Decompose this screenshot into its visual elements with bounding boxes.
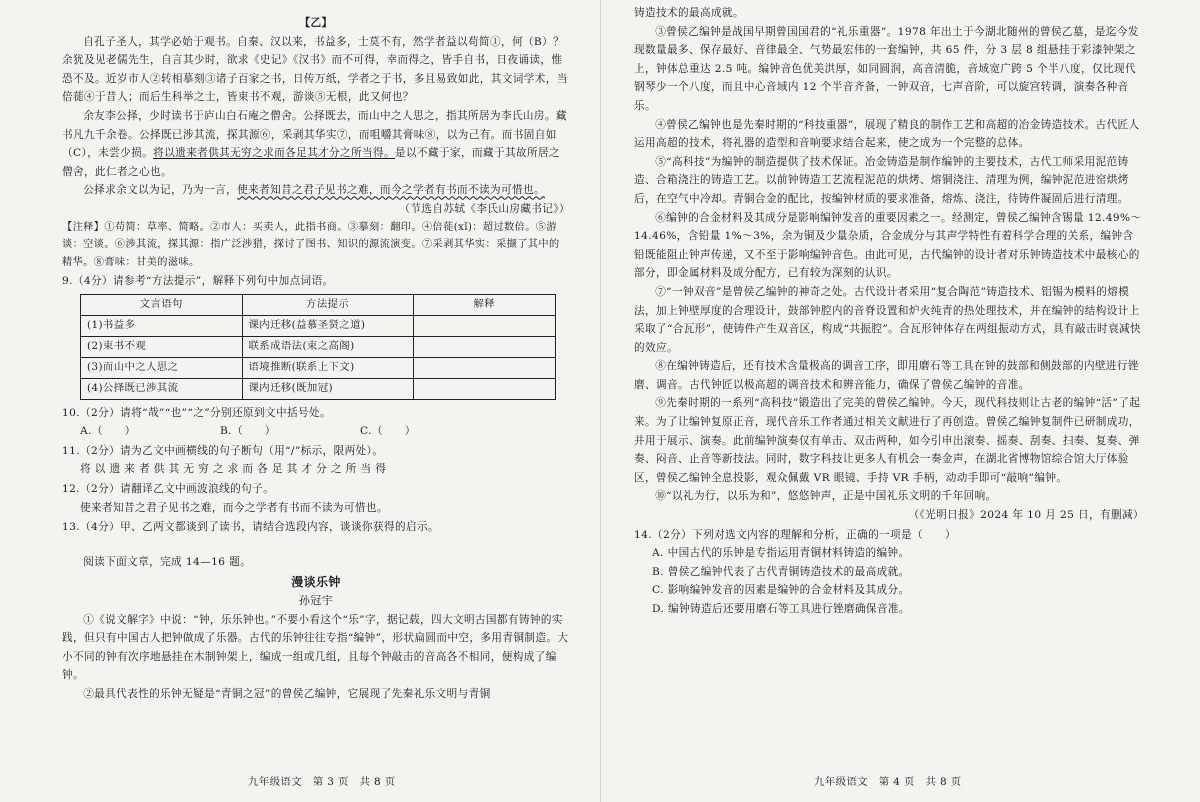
passage-paragraph-1: 自孔子圣人，其学必始于观书。自秦、汉以来，书益多，士莫不有，然学者益以苟简①，何（B）？余犹及见老儒先生，自言其少时，欲求《史记》《汉书》而不可得，幸而得之，皆手自书，日夜诵读，惟恐不及。近岁市人②转相摹刻③诸子百家之书，日传万纸，学者之于书，多且易致如此，其文词学术，当倍蓰④于昔人；而后生科举之士，皆束书不观，游谈⑤无根，此又何也？ (62, 35, 568, 104)
question-9: 9.（4分）请参考“方法提示”，解释下列句中加点词语。 (62, 275, 334, 288)
table-header: 方法提示 (242, 294, 413, 315)
answer-cell[interactable] (413, 315, 556, 336)
table-cell: 课内迁移(既加冠) (242, 378, 413, 399)
q9-table (80, 294, 556, 400)
article-paragraph-2-cont: 铸造技术的最高成就。 (634, 7, 744, 19)
article-paragraph-3: ③曾侯乙编钟是战国早期曾国国君的“礼乐重器”。1978 年出土于今湖北随州的曾侯乙墓，是迄今发现数量最多、保存最好、音律最全、气势最宏伟的一套编钟，共 65 件，分 3 层 8 组悬挂于彩漆钟架之上，钟体总重达 2.5 吨。编钟音色优美洪厚，如同圆润，高音清脆，音域宽广跨 5 个半八度，仅比现代钢琴少一个八度，而且中心音域内 12 个半音齐备，一钟双音，七声音阶，可以旋宫转调，演奏各种音乐。 (634, 25, 1139, 112)
article-paragraph-8: ⑧在编钟铸造后，还有技术含量极高的调音工序，即用磨石等工具在钟的鼓部和侧鼓部的内壁进行锉磨、调音。古代钟匠以极高超的调音技术和辨音能力，确保了曾侯乙编钟的音准。 (634, 360, 1139, 391)
question-13: 13.（4分）甲、乙两文都谈到了读书，请结合选段内容，谈谈你获得的启示。 (62, 521, 439, 534)
q11-sentence: 将 以 遗 来 者 供 其 无 穷 之 求 而 各 足 其 才 分 之 所 当 得 (80, 463, 387, 476)
table-cell: (3)而山中之人思之 (81, 357, 243, 378)
passage-title: 漫谈乐钟 (291, 575, 341, 590)
wavy-underlined-sentence: 使来者知昔之君子见书之难，而今之学者有书而不读为可惜也。 (237, 184, 545, 197)
answer-cell[interactable] (413, 357, 556, 378)
choice-a[interactable]: A. 中国古代的乐钟是专指运用青铜材料铸造的编钟。 (652, 547, 910, 560)
article-source: （《光明日报》2024 年 10 月 25 日，有删减） (908, 509, 1144, 522)
q10-options (62, 422, 570, 441)
article-paragraph-6: ⑥编钟的合金材料及其成分是影响编钟发音的重要因素之一。经测定，曾侯乙编钟含锡量 12.49%～14.46%，含铅量 1%～3%，余为铜及少量杂质，合金成分与其声学特性有着科学合理的关系，编钟含铅既能阻止钟声传递，又不至于影响编钟音色。由此可见，古代编钟的设计者对乐钟铸造技术中最核心的部分，即金属材料及成分配方，已有较为深刻的认识。 (634, 211, 1142, 280)
table-header: 文言语句 (81, 294, 243, 315)
passage-author: 孙冠宇 (298, 593, 334, 607)
table-row (81, 357, 556, 378)
choice-b[interactable]: B. 曾侯乙编钟代表了古代青铜铸造技术的最高成就。 (652, 565, 910, 578)
section-title: 【乙】 (299, 17, 333, 29)
answer-cell[interactable] (413, 336, 556, 357)
table-header-row (81, 294, 556, 315)
passage-paragraph-3: 公择求余文以为记，乃为一言，使来者知昔之君子见书之难，而今之学者有书而不读为可惜也。 (83, 184, 545, 197)
table-cell: (2)束书不观 (81, 336, 243, 357)
table-cell: (4)公择既已涉其流 (81, 378, 243, 399)
choice-c[interactable]: C. 影响编钟发音的因素是编钟的合金材料及其成分。 (652, 584, 910, 597)
question-12: 12.（2分）请翻译乙文中画波浪线的句子。 (62, 483, 275, 495)
article-paragraph-9: ⑨先秦时期的一系列“高科技”锻造出了完美的曾侯乙编钟。今天，现代科技则让古老的编钟“活”了起来。为了让编钟复原正音，现代音乐工作者通过相关文献进行了再创造。曾侯乙编钟复制件已研制成功，并用于展示、演奏。此前编钟演奏仅有单击、双击两种，如今引申出滚奏、摇奏、刮奏、扫奏、复奏、弹奏、闷音、止音等新技法。同时，数字科技让更多人有机会一奏金声，在湖北省博物馆综合馆大厅体验区，曾侯乙编钟全息投影，观众佩戴 VR 眼镜、手持 VR 手柄，动动手即可“敲响”编钟。 (634, 397, 1141, 484)
choice-d[interactable]: D. 编钟铸造后还要用磨石等工具进行锉磨确保音准。 (652, 603, 910, 615)
article-paragraph-5: ⑤“高科技”为编钟的制造提供了技术保证。冶金铸造是制作编钟的主要技术，古代工师采用泥范铸造、合箱浇注的铸造工艺。以前钟铸造工艺流程泥范的烘烤、熔铜浇注、清理为例，编钟泥范进窑烘烤后，在空气中冷却。青铜合金的配比，按编钟材质的要求准备，熔炼、浇注，待铸件凝固后进行清理。 (634, 155, 1129, 205)
page-footer: 九年级语文 第 4 页 共 8 页 (814, 776, 962, 789)
page-4 (600, 0, 1200, 802)
article-paragraph-4: ④曾侯乙编钟也是先秦时期的“科技重器”，展现了精良的制作工艺和高超的冶金铸造技术。古代匠人运用高超的技术，将礼器的造型和音响要求结合起来，使之成为一个完整的总体。 (634, 118, 1140, 150)
table-row (81, 378, 556, 399)
question-11: 11.（2分）请为乙文中画横线的句子断句（用“/”标示，限两处）。 (62, 444, 384, 457)
table-cell: 联系成语法(束之高阁) (242, 336, 413, 357)
table-cell: 语境推断(联系上下文) (242, 357, 413, 378)
article-paragraph-10: ⑩“以礼为行，以乐为和”，悠悠钟声，正是中国礼乐文明的千年回响。 (655, 490, 997, 503)
q12-sentence: 使来者知昔之君子见书之难，而今之学者有书而不读为可惜也。 (80, 501, 388, 514)
table-cell: (1)书益多 (81, 315, 243, 336)
table-row (81, 315, 556, 336)
article-paragraph-7: ⑦“一钟双音”是曾侯乙编钟的神奇之处。古代设计者采用“复合陶范”铸造技术、铝锡为模料的熔模法，加上钟壁厚度的合理设计，鼓部钟腔内的音脊设置和炉火纯青的热处理技术，并在编钟的结构设计上采取了“合瓦形”，使铸件产生双音区，构成“共振腔”。合瓦形钟体存在两组振动方式，具有敲击时衰减快的效应。 (634, 285, 1141, 354)
table-cell: 课内迁移(益慕圣贤之道) (242, 315, 413, 336)
table-row (81, 336, 556, 357)
article-paragraph-2: ②最具代表性的乐钟无疑是“青铜之冠”的曾侯乙编钟，它展现了先秦礼乐文明与青铜 (83, 687, 491, 700)
reading-instruction: 阅读下面文章，完成 14—16 题。 (83, 555, 252, 568)
answer-cell[interactable] (413, 378, 556, 399)
question-14: 14.（2分）下列对选文内容的理解和分析，正确的一项是（ ） (634, 528, 957, 541)
page-footer: 九年级语文 第 3 页 共 8 页 (248, 776, 396, 789)
option-b-blank[interactable]: B.（ ） (220, 425, 276, 438)
underlined-sentence: 将以遗来者供其无穷之求而各足其才分之所当得。 (153, 147, 396, 160)
passage-paragraph-2: 余友李公择，少时读书于庐山白石庵之僧舍。公择既去，而山中之人思之，指其所居为李氏山房。藏书凡九千余卷。公择既已涉其流，探其源⑥，采剥其华实⑦，而咀嚼其膏味⑧，以为己有。而书固自如（C），未尝少损。将以遗来者供其无穷之求而各足其才分之所当得。是以不藏于家，而藏于其故所居之僧舍，此仁者之心也。 (62, 109, 567, 178)
option-c-blank[interactable]: C.（ ） (360, 425, 416, 438)
annotation-notes: 【注释】①苟简：草率、简略。②市人：买卖人，此指书商。③摹刻：翻印。④倍蓰(xǐ)：超过数倍。⑤游谈：空谈。⑥涉其流，探其源：指广泛涉猎，探讨了图书、知识的源流演变。⑦采剥其华实：采撷了其中的精华。⑧膏味：甘美的滋味。 (62, 221, 560, 268)
passage-source: （节选自苏轼《李氏山房藏书记》） (399, 202, 570, 215)
question-10: 10.（2分）请将“哉”“也”“之”分别还原到文中括号处。 (62, 406, 331, 419)
table-header: 解释 (413, 294, 556, 315)
option-a-blank[interactable]: A.（ ） (80, 425, 136, 438)
article-paragraph-1: ①《说文解字》中说：“钟，乐乐钟也。”不要小看这个“乐”字，据记载，四大文明古国都有铸钟的实践，但只有中国古人把钟做成了乐器。古代的乐钟往往专指“编钟”，形状扁圆而中空，多用青铜制造。大小不同的钟有次序地悬挂在木制钟架上，编成一组或几组，且每个钟敲击的音高各不相同，便构成了编钟。 (62, 613, 569, 682)
